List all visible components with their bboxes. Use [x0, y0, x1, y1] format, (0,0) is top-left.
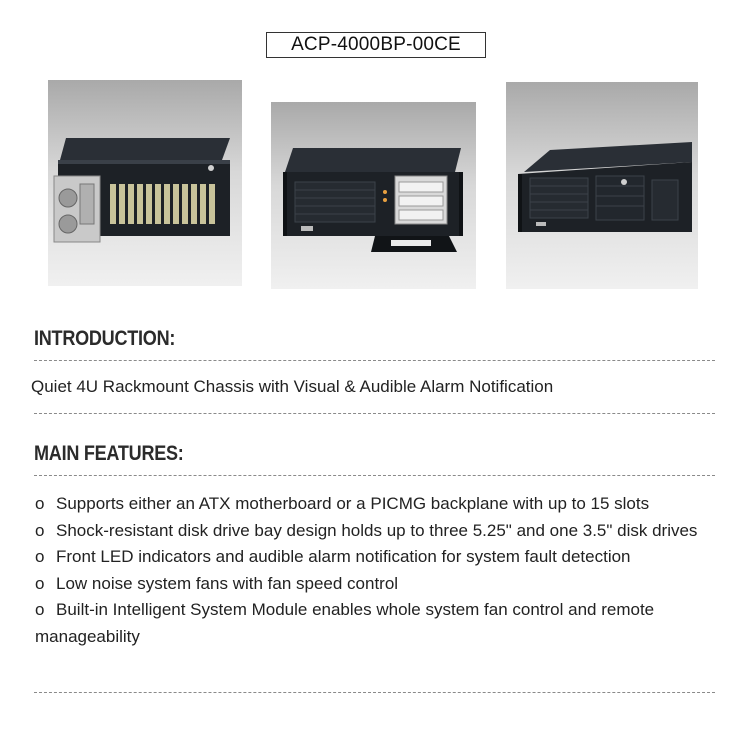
feature-text: Supports either an ATX motherboard or a PICMG backplane with up to 15 slots	[56, 494, 650, 513]
feature-item	[35, 597, 715, 650]
chassis-rear-illustration	[48, 80, 242, 286]
divider	[34, 360, 715, 361]
bullet-marker: o	[35, 520, 45, 540]
features-list	[35, 491, 715, 650]
chassis-front-closed-illustration	[506, 82, 698, 289]
divider	[34, 475, 715, 476]
bullet-marker: o	[35, 600, 45, 619]
feature-item	[35, 544, 715, 571]
product-title: ACP-4000BP-00CE	[266, 32, 486, 58]
feature-text: Shock-resistant disk drive bay design holds up to three 5.25" and one 3.5" disk drives	[56, 520, 698, 540]
feature-item	[35, 518, 715, 545]
main-features-heading: MAIN FEATURES:	[34, 442, 184, 465]
introduction-heading: INTRODUCTION:	[34, 327, 176, 350]
chassis-front-closed-photo	[506, 82, 698, 289]
divider	[34, 692, 715, 693]
feature-item	[35, 571, 715, 598]
divider	[34, 413, 715, 414]
feature-text: Front LED indicators and audible alarm notification for system fault detection	[56, 547, 631, 566]
chassis-front-open-illustration	[271, 102, 476, 289]
feature-text: Low noise system fans with fan speed control	[56, 573, 399, 593]
chassis-rear-photo	[48, 80, 242, 286]
feature-text: Built-in Intelligent System Module enables whole system fan control and remote manageability	[35, 600, 655, 646]
bullet-marker: o	[35, 494, 45, 513]
chassis-front-open-photo	[271, 102, 476, 289]
bullet-marker: o	[35, 573, 45, 593]
feature-item	[35, 491, 715, 518]
introduction-text: Quiet 4U Rackmount Chassis with Visual & Audible Alarm Notification	[31, 377, 554, 396]
bullet-marker: o	[35, 547, 45, 566]
